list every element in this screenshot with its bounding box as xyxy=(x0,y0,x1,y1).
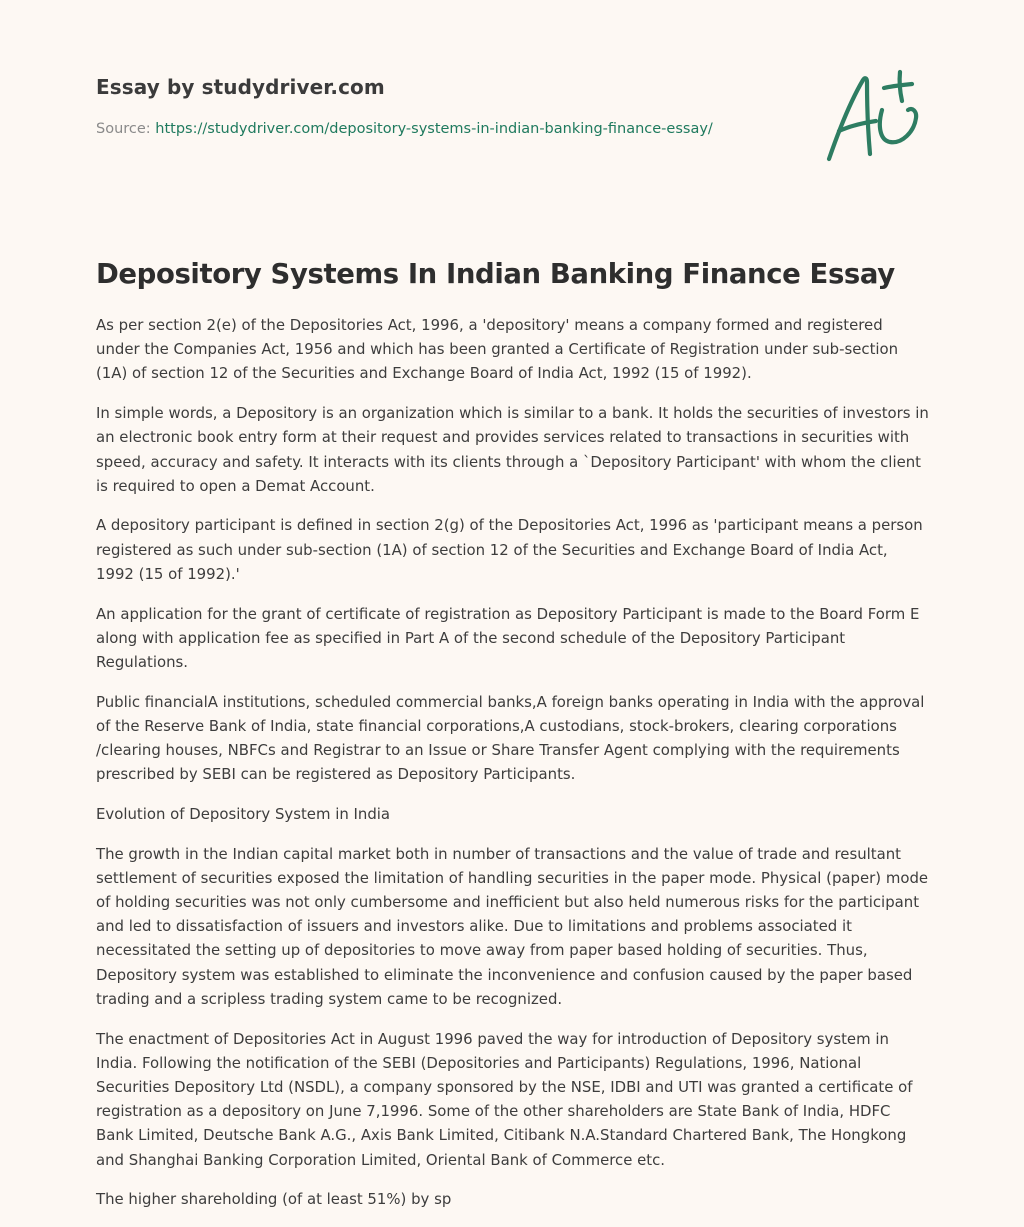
source-label: Source: xyxy=(96,121,156,137)
a-plus-logo-icon xyxy=(820,68,926,164)
paragraph: An application for the grant of certificate of registration as Depository Participant is made to the Board Form E along with application fee as specified in Part A of the second schedule of the Depository Participant Regulations. xyxy=(96,604,920,671)
section-heading: Evolution of Depository System in India xyxy=(96,804,391,823)
article-title: Depository Systems In Indian Banking Finance Essay xyxy=(96,258,895,290)
source-link[interactable]: https://studydriver.com/depository-systems-in-indian-banking-finance-essay/ xyxy=(155,121,713,137)
source-line xyxy=(96,121,796,137)
paragraph-truncated: The higher shareholding (of at least 51%) by sp xyxy=(96,1190,452,1209)
essay-header xyxy=(96,75,796,137)
paragraph: The enactment of Depositories Act in August 1996 paved the way for introduction of Depository system in India. Following the notification of the SEBI (Depositories and Participants) Regulations, 1996, National Securities Depository Ltd (NSDL), a company sponsored by the NSE, IDBI and UTI was granted a certificate of registration as a depository on June 7,1996. Some of the other shareholders are State Bank of India, HDFC Bank Limited, Deutsche Bank A.G., Axis Bank Limited, Citibank N.A.Standard Chartered Bank, The Hongkong and Shanghai Banking Corporation Limited, Oriental Bank of Commerce etc. xyxy=(96,1029,913,1169)
paragraph: A depository participant is defined in section 2(g) of the Depositories Act, 1996 as 'participant means a person registered as such under sub-section (1A) of section 12 of the Securities and Exchange Board of India Act, 1992 (15 of 1992).' xyxy=(96,516,923,583)
paragraph: The growth in the Indian capital market both in number of transactions and the value of trade and resultant settlement of securities exposed the limitation of handling securities in the paper mode. Physical (paper) mode of holding securities was not only cumbersome and inefficient but also held numerous risks for the participant and led to dissatisfaction of issuers and investors alike. Due to limitations and problems associated it necessitated the setting up of depositories to move away from paper based holding of securities. Thus, Depository system was established to eliminate the inconvenience and confusion caused by the paper based trading and a scripless trading system came to be recognized. xyxy=(96,844,929,1008)
article-body xyxy=(96,313,930,1227)
paragraph: As per section 2(e) of the Depositories Act, 1996, a 'depository' means a company formed and registered under the Companies Act, 1956 and which has been granted a Certificate of Registration under sub-section (1A) of section 12 of the Securities and Exchange Board of India Act, 1992 (15 of 1992). xyxy=(96,316,899,383)
paragraph: In simple words, a Depository is an organization which is similar to a bank. It holds the securities of investors in an electronic book entry form at their request and provides services related to transactions in securities with speed, accuracy and safety. It interacts with its clients through a `Depository Participant' with whom the client is required to open a Demat Account. xyxy=(96,404,929,495)
site-brand: Essay by studydriver.com xyxy=(96,75,385,99)
paragraph: Public financialA institutions, scheduled commercial banks,A foreign banks operating in India with the approval of the Reserve Bank of India, state financial corporations,A custodians, stock-brokers, clearing corporations /clearing houses, NBFCs and Registrar to an Issue or Share Transfer Agent complying with the requirements prescribed by SEBI can be registered as Depository Participants. xyxy=(96,692,925,784)
